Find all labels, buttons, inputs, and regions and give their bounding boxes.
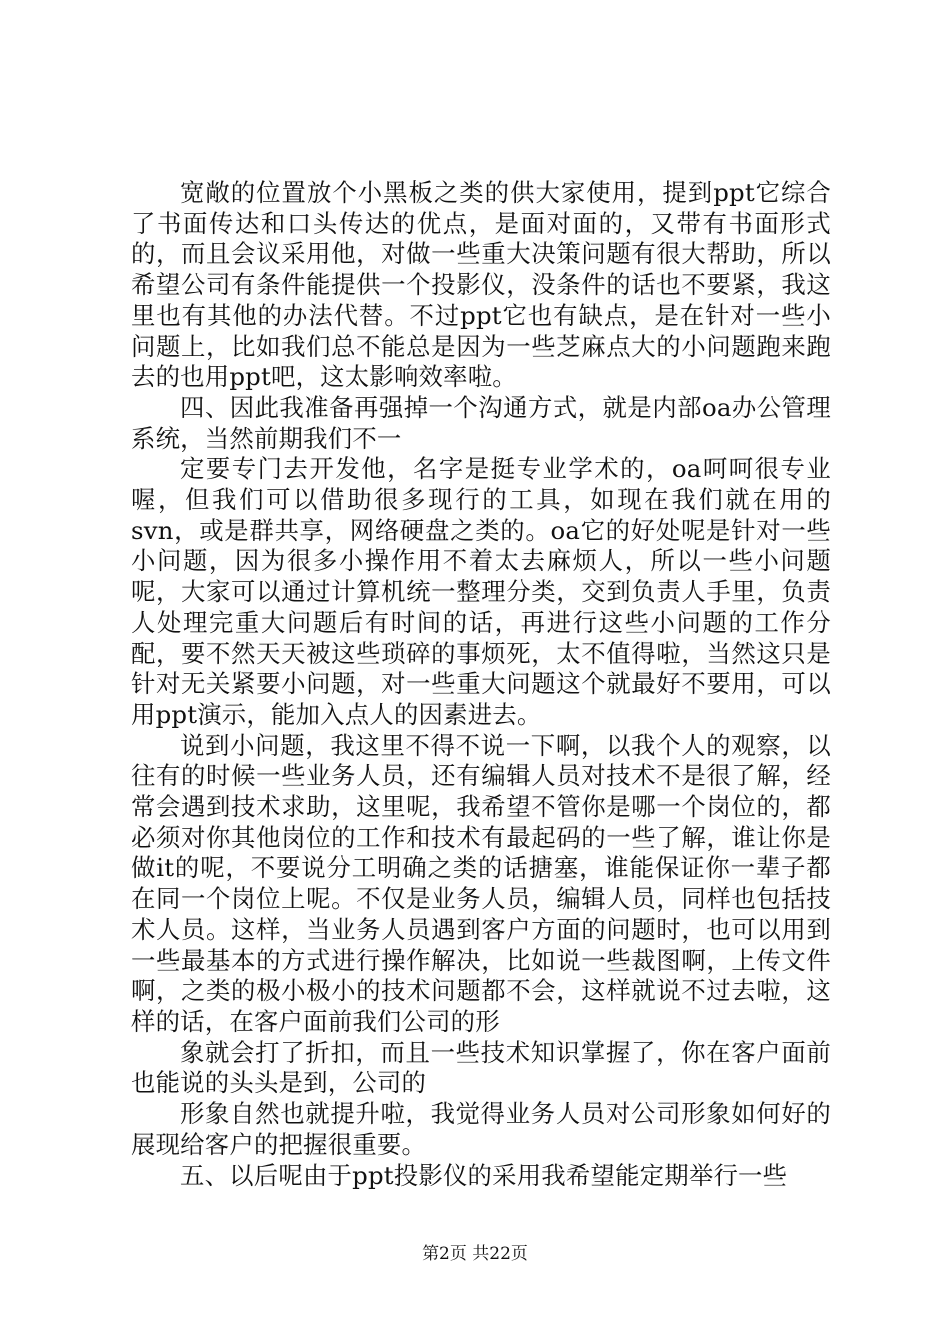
document-body bbox=[131, 178, 831, 1191]
paragraph-4: 说到小问题，我这里不得不说一下啊，以我个人的观察，以往有的时候一些业务人员，还有编辑人员对技术不是很了解，经常会遇到技术求助，这里呢，我希望不管你是哪一个岗位的，都必须对你其他岗位的工作和技术有最起码的一些了解，谁让你是做it的呢，不要说分工明确之类的话搪塞，谁能保证你一辈子都在同一个岗位上呢。不仅是业务人员，编辑人员，同样也包括技术人员。这样，当业务人员遇到客户方面的问题时，也可以用到一些最基本的方式进行操作解决，比如说一些裁图啊，上传文件啊，之类的极小极小的技术问题都不会，这样就说不过去啦，这样的话，在客户面前我们公司的形 bbox=[131, 730, 831, 1036]
page-footer bbox=[0, 1243, 950, 1265]
paragraph-1: 宽敞的位置放个小黑板之类的供大家使用，提到ppt它综合了书面传达和口头传达的优点，是面对面的，又带有书面形式的，而且会议采用他，对做一些重大决策问题有很大帮助，所以希望公司有条件能提供一个投影仪，没条件的话也不要紧，我这里也有其他的办法代替。不过ppt它也有缺点，是在针对一些小问题上，比如我们总不能总是因为一些芝麻点大的小问题跑来跑去的也用ppt吧，这太影响效率啦。 bbox=[131, 178, 831, 392]
paragraph-7: 五、以后呢由于ppt投影仪的采用我希望能定期举行一些 bbox=[180, 1160, 788, 1190]
paragraph-6: 形象自然也就提升啦，我觉得业务人员对公司形象如何好的展现给客户的把握很重要。 bbox=[131, 1099, 831, 1159]
paragraph-5: 象就会打了折扣，而且一些技术知识掌握了，你在客户面前也能说的头头是到，公司的 bbox=[131, 1037, 831, 1098]
page-number: 第2页 共22页 bbox=[422, 1244, 528, 1264]
paragraph-2: 四、因此我准备再强掉一个沟通方式，就是内部oa办公管理系统，当然前期我们不一 bbox=[131, 392, 831, 453]
paragraph-3: 定要专门去开发他，名字是挺专业学术的，oa呵呵很专业喔，但我们可以借助很多现行的工具，如现在我们就在用的svn，或是群共享，网络硬盘之类的。oa它的好处呢是针对一些小问题，因为很多小操作用不着太去麻烦人，所以一些小问题呢，大家可以通过计算机统一整理分类，交到负责人手里，负责人处理完重大问题后有时间的话，再进行这些小问题的工作分配，要不然天天被这些琐碎的事烦死，太不值得啦，当然这只是针对无关紧要小问题，对一些重大问题这个就最好不要用，可以用ppt演示，能加入点人的因素进去。 bbox=[131, 454, 831, 729]
